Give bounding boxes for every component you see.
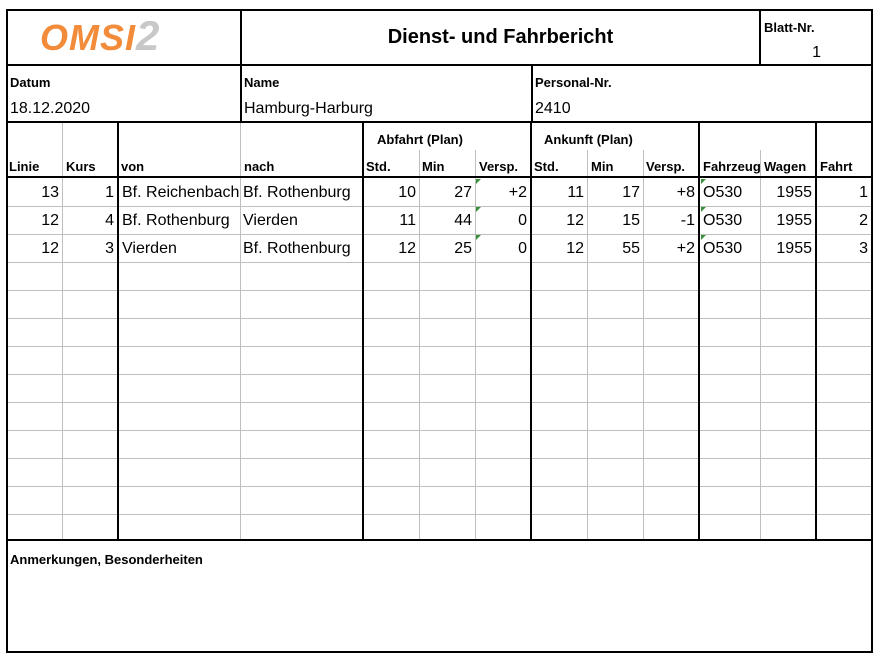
cell-kurs[interactable]: 3: [105, 240, 114, 257]
cell-fahrt[interactable]: 1: [859, 184, 868, 201]
divider-name-left: [240, 64, 242, 122]
cell-von[interactable]: Bf. Rothenburg: [122, 212, 230, 229]
grid-hline: [8, 514, 871, 515]
grid-vline: [240, 123, 241, 539]
divider-personal-left: [531, 64, 533, 122]
cell-dep-min[interactable]: 44: [454, 212, 472, 229]
col-dep-std: Std.: [366, 159, 391, 174]
abfahrt-group-header: Abfahrt (Plan): [377, 132, 463, 147]
omsi-logo: [40, 12, 160, 60]
remarks-area[interactable]: [8, 570, 871, 650]
col-von: von: [121, 159, 145, 174]
comment-marker-icon: [476, 235, 481, 240]
cell-fahrzeug[interactable]: O530: [703, 240, 743, 257]
comment-marker-icon: [701, 179, 706, 184]
grid-hline: [8, 206, 871, 207]
divider-info-bottom: [6, 121, 873, 123]
grid-hline: [8, 290, 871, 291]
grid-hline: [8, 262, 871, 263]
grid-vline: [419, 150, 420, 539]
border-bottom: [6, 651, 873, 653]
cell-dep-std[interactable]: 12: [398, 240, 416, 257]
grid-hline: [8, 318, 871, 319]
cell-dep-versp[interactable]: 0: [518, 212, 527, 229]
divider-von: [117, 121, 119, 541]
col-fahrzeug: Fahrzeug: [703, 159, 761, 174]
cell-dep-min[interactable]: 25: [454, 240, 472, 257]
cell-dep-min[interactable]: 27: [454, 184, 472, 201]
cell-nach[interactable]: Bf. Rothenburg: [243, 184, 351, 201]
divider-columns-header: [6, 176, 873, 178]
col-linie: Linie: [9, 159, 40, 174]
cell-wagen[interactable]: 1955: [776, 184, 812, 201]
grid-hline: [8, 402, 871, 403]
grid-hline: [8, 430, 871, 431]
grid-hline: [8, 234, 871, 235]
personal-label: Personal-Nr.: [535, 75, 612, 90]
cell-linie[interactable]: 13: [41, 184, 59, 201]
divider-fahrzeug: [698, 121, 700, 541]
cell-arr-min[interactable]: 55: [622, 240, 640, 257]
cell-arr-versp[interactable]: +2: [676, 240, 695, 257]
grid-hline: [8, 374, 871, 375]
ankunft-group-header: Ankunft (Plan): [544, 132, 633, 147]
cell-von[interactable]: Vierden: [122, 240, 177, 257]
grid-hline: [8, 346, 871, 347]
col-nach: nach: [244, 159, 275, 174]
name-label: Name: [244, 75, 280, 90]
personal-value[interactable]: 2410: [535, 100, 571, 117]
cell-arr-std[interactable]: 12: [566, 240, 584, 257]
col-fahrt: Fahrt: [820, 159, 853, 174]
cell-arr-min[interactable]: 15: [622, 212, 640, 229]
cell-dep-std[interactable]: 10: [398, 184, 416, 201]
cell-nach[interactable]: Bf. Rothenburg: [243, 240, 351, 257]
logo-text: OMSI: [40, 17, 137, 58]
col-arr-min: Min: [591, 159, 614, 174]
grid-hline: [8, 458, 871, 459]
col-dep-min: Min: [422, 159, 445, 174]
cell-von[interactable]: Bf. Reichenbach: [122, 184, 240, 201]
col-dep-versp: Versp.: [479, 159, 519, 174]
col-arr-std: Std.: [534, 159, 559, 174]
divider-header-bottom: [6, 64, 873, 66]
divider-fahrt: [815, 121, 817, 541]
cell-arr-std[interactable]: 12: [566, 212, 584, 229]
cell-wagen[interactable]: 1955: [776, 212, 812, 229]
comment-marker-icon: [701, 207, 706, 212]
cell-nach[interactable]: Vierden: [243, 212, 298, 229]
comment-marker-icon: [476, 179, 481, 184]
cell-linie[interactable]: 12: [41, 212, 59, 229]
datum-label: Datum: [10, 75, 51, 90]
datum-value[interactable]: 18.12.2020: [10, 100, 91, 117]
grid-vline: [62, 123, 63, 539]
col-wagen: Wagen: [764, 159, 807, 174]
name-value[interactable]: Hamburg-Harburg: [244, 100, 373, 117]
cell-fahrt[interactable]: 2: [859, 212, 868, 229]
cell-kurs[interactable]: 4: [105, 212, 114, 229]
col-arr-versp: Versp.: [646, 159, 686, 174]
cell-wagen[interactable]: 1955: [776, 240, 812, 257]
divider-abfahrt: [362, 121, 364, 541]
cell-fahrzeug[interactable]: O530: [703, 184, 743, 201]
cell-linie[interactable]: 12: [41, 240, 59, 257]
divider-ankunft: [530, 121, 532, 541]
grid-hline: [8, 486, 871, 487]
border-top: [6, 9, 872, 11]
logo-number: 2: [136, 12, 161, 59]
cell-arr-std[interactable]: 11: [567, 184, 584, 201]
cell-kurs[interactable]: 1: [105, 184, 114, 201]
cell-fahrzeug[interactable]: O530: [703, 212, 743, 229]
comment-marker-icon: [476, 207, 481, 212]
sheet-no-value[interactable]: 1: [812, 44, 821, 61]
cell-arr-versp[interactable]: -1: [680, 212, 695, 229]
sheet-no-label: Blatt-Nr.: [764, 20, 815, 35]
cell-dep-versp[interactable]: +2: [508, 184, 527, 201]
cell-dep-versp[interactable]: 0: [518, 240, 527, 257]
col-kurs: Kurs: [66, 159, 96, 174]
cell-arr-min[interactable]: 17: [622, 184, 640, 201]
page-title: Dienst- und Fahrbericht: [387, 26, 614, 48]
cell-dep-std[interactable]: 11: [399, 212, 416, 229]
remarks-label: Anmerkungen, Besonderheiten: [10, 552, 203, 567]
grid-vline: [760, 150, 761, 539]
divider-sheetno: [759, 9, 761, 65]
border-right: [871, 9, 873, 652]
cell-arr-versp[interactable]: +8: [676, 184, 695, 201]
grid-vline: [643, 150, 644, 539]
cell-fahrt[interactable]: 3: [859, 240, 868, 257]
border-left: [6, 9, 8, 652]
divider-table-bottom: [6, 539, 873, 541]
grid-vline: [587, 150, 588, 539]
comment-marker-icon: [701, 235, 706, 240]
